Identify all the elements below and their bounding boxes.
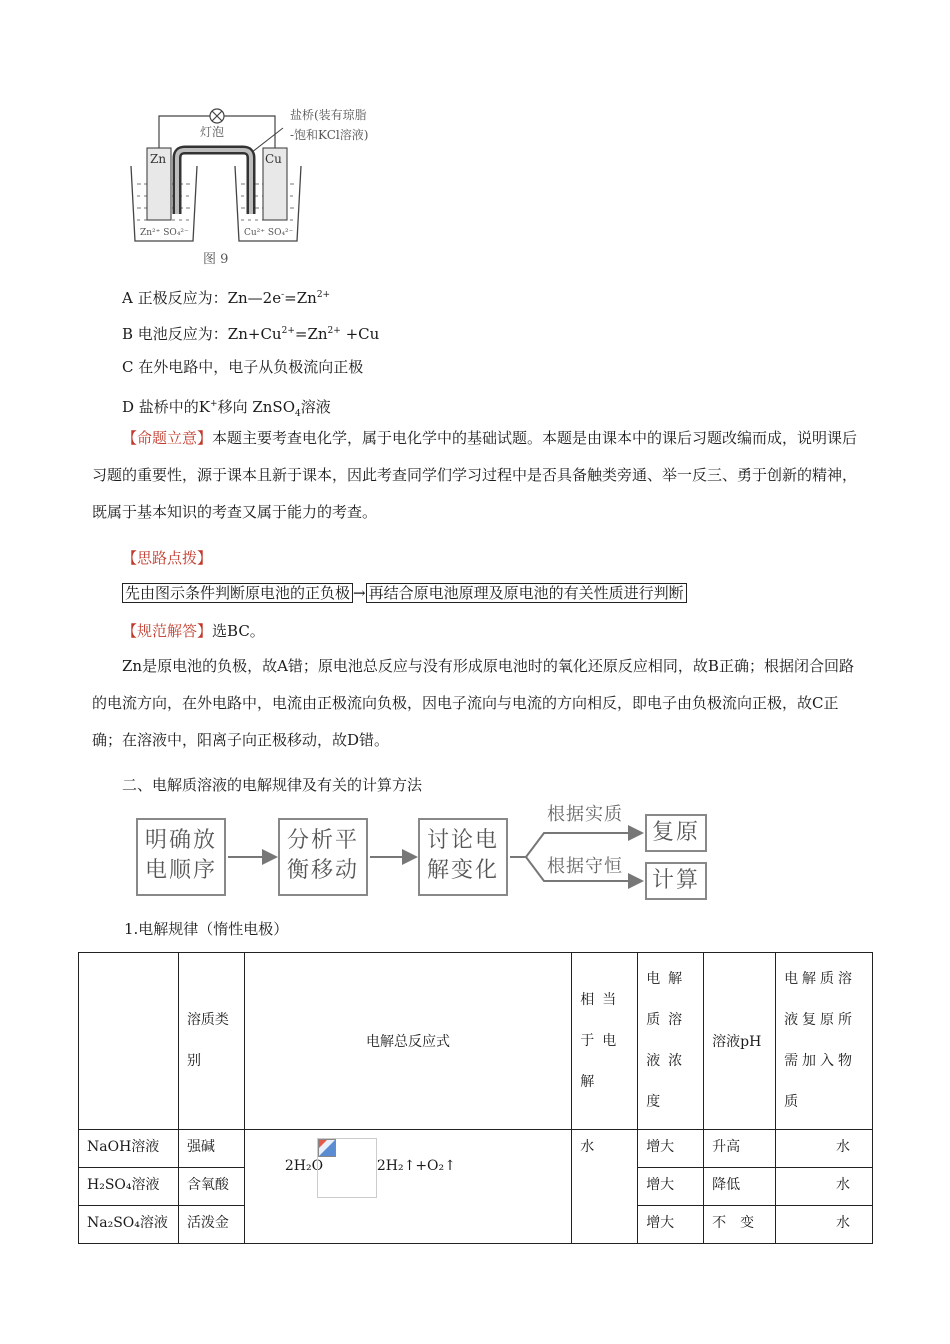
header-ph: 溶液pH <box>704 953 776 1130</box>
cell-concentration: 增大 <box>638 1130 704 1168</box>
hint-tag: 【思路点拨】 <box>122 549 213 567</box>
section-title: 二、电解质溶液的电解规律及有关的计算方法 <box>122 776 423 794</box>
cell-equation <box>244 1130 571 1244</box>
header-equation: 电解总反应式 <box>244 953 571 1130</box>
header-blank <box>79 953 179 1130</box>
cell-solution: Na₂SO₄溶液 <box>79 1206 179 1244</box>
flow-branch-label-2: 根据守恒 <box>547 856 623 877</box>
hint-flow <box>122 582 687 604</box>
salt-bridge-label-2: -饱和KCl溶液) <box>290 128 369 142</box>
cell-type: 活泼金 <box>178 1206 244 1244</box>
cell-concentration: 增大 <box>638 1168 704 1206</box>
electrolysis-table <box>78 952 873 1244</box>
cu-electrode-label: Cu <box>265 152 282 166</box>
answer-explanation: Zn是原电池的负极，故A错；原电池总反应与没有形成原电池时的氧化还原反应相同，故B正确；根据闭合回路的电流方向，在外电路中，电流由正极流向负极，因电子流向与电流的方向相反，即电子由负极流向正极，故C正确；在溶液中，阳离子向正极移动，故D错。 <box>92 657 854 749</box>
flow-branch-label-1: 根据实质 <box>547 804 623 825</box>
table-header-row <box>79 953 873 1130</box>
table-row <box>79 1130 873 1168</box>
figure-caption: 图 9 <box>203 252 229 267</box>
header-restore: 电解质溶液复原所需加入物质 <box>776 953 873 1130</box>
option-a: A 正极反应为：$Zn—2e^-=Zn^{2+}$ <box>122 289 331 307</box>
equation-right: 2H₂↑+O₂↑ <box>376 1158 456 1174</box>
flow-box-electrolysis-change: 讨论电 解变化 <box>418 818 508 896</box>
flow-box-equilibrium: 分析平 衡移动 <box>278 818 368 896</box>
flow-box-discharge-order: 明确放 电顺序 <box>136 818 226 896</box>
zn-solution-label: Zn²⁺ SO₄²⁻ <box>140 228 189 238</box>
option-c: C 在外电路中，电子从负极流向正极 <box>122 358 364 376</box>
option-d: D 盐桥中的K+移向 ZnSO$_4$溶液 <box>122 398 331 419</box>
header-concentration: 电解质溶液浓度 <box>638 953 704 1130</box>
cell-restore: 水 <box>776 1130 873 1168</box>
cell-ph: 升高 <box>704 1130 776 1168</box>
hint-box-2: 再结合原电池原理及原电池的有关性质进行判断 <box>366 583 687 603</box>
zn-electrode-label: Zn <box>150 152 167 166</box>
cell-ph: 不 变 <box>704 1206 776 1244</box>
cell-restore: 水 <box>776 1168 873 1206</box>
cell-restore: 水 <box>776 1206 873 1244</box>
cell-ph: 降低 <box>704 1168 776 1206</box>
hint-arrow: → <box>353 584 366 602</box>
header-solute-type: 溶质类别 <box>178 953 244 1130</box>
flow-box-restore: 复原 <box>645 814 707 852</box>
header-equivalent: 相当于电解 <box>572 953 638 1130</box>
hint-box-1: 先由图示条件判断原电池的正负极 <box>122 583 353 603</box>
cell-type: 含氧酸 <box>178 1168 244 1206</box>
intent-paragraph: 【命题立意】本题主要考查电化学，属于电化学中的基础试题。本题是由课本中的课后习题改编而成，说明课后习题的重要性，源于课本且新于课本，因此考查同学们学习过程中是否具备触类旁通、举一反三、勇于创新的精神，既属于基本知识的考查又属于能力的考查。 <box>92 429 858 521</box>
cell-solution: H₂SO₄溶液 <box>79 1168 179 1206</box>
broken-image-icon <box>318 1139 336 1157</box>
option-b: B 电池反应为：$Zn+Cu^{2+}=Zn^{2+} +Cu$ <box>122 325 380 343</box>
cell-equivalent: 水 <box>572 1130 638 1244</box>
cell-solution: NaOH溶液 <box>79 1130 179 1168</box>
table-subheading: 1.电解规律（惰性电极） <box>124 920 289 938</box>
answer-line: 【规范解答】选BC。 <box>122 622 265 640</box>
answer-tag: 【规范解答】 <box>122 622 213 640</box>
equation-condition-image <box>317 1138 377 1198</box>
salt-bridge-label-1: 盐桥(装有琼脂 <box>290 108 367 122</box>
lamp-label: 灯泡 <box>200 125 225 139</box>
cell-type: 强碱 <box>178 1130 244 1168</box>
cell-concentration: 增大 <box>638 1206 704 1244</box>
flow-box-calculate: 计算 <box>645 862 707 900</box>
cu-solution-label: Cu²⁺ SO₄²⁻ <box>244 228 294 238</box>
equation-left: 2H₂O <box>284 1158 324 1174</box>
intent-tag: 【命题立意】 <box>122 429 213 447</box>
